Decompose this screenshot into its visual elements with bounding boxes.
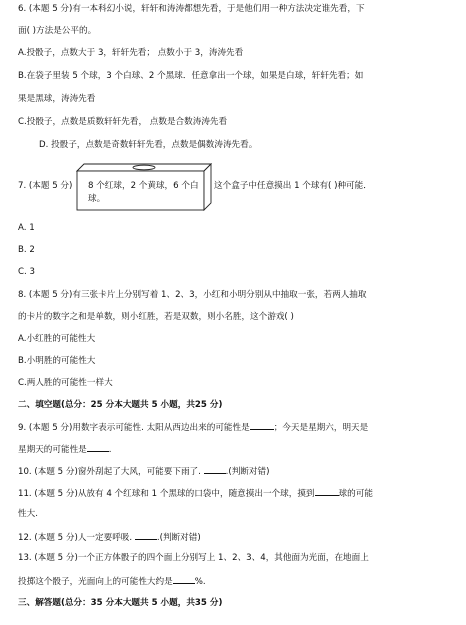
q13-blank[interactable] xyxy=(173,574,195,584)
q9-text-c: 星期天的可能性是 xyxy=(18,445,87,455)
q11-stem-line-1 xyxy=(18,486,373,500)
q11-text-b: 球的可能 xyxy=(338,489,373,499)
section-2-heading: 二、填空题(总分：25 分本大题共 5 小题，共25 分) xyxy=(18,400,223,410)
q6-option-b-line-1: B.在袋子里装 5 个球，3 个白球、2 个黑球．任意拿出一个球，如果是白球，轩轩先看；如 xyxy=(18,71,364,81)
q8-option-b: B.小明胜的可能性大 xyxy=(18,356,96,366)
q8-stem-line-2: 的卡片的数字之和是单数，则小红胜，若是双数，则小名胜，这个游戏( ) xyxy=(18,312,294,322)
q11-text-a: 11. (本题 5 分)从放有 4 个红球和 1 个黑球的口袋中，随意摸出一个球，摸到 xyxy=(18,489,315,499)
q6-stem-line-2: 面( )方法是公平的。 xyxy=(18,26,97,36)
q7-box-figure xyxy=(76,163,212,211)
q12-text-b: .(判断对错) xyxy=(156,533,201,543)
q6-stem-line-1: 6. (本题 5 分)有一本科幻小说，轩轩和涛涛都想先看，于是他们用一种方法决定谁先看，下 xyxy=(18,4,365,14)
q6-option-d: D. 投骰子，点数是奇数轩轩先看，点数是偶数涛涛先看。 xyxy=(39,140,258,150)
q12-text-a: 12. (本题 5 分)人一定要呼吸. xyxy=(18,533,133,543)
q9-stem-line-1 xyxy=(18,420,368,434)
q7-box-label: 8 个红球，2 个黄球，6 个白球。 xyxy=(88,181,199,204)
q9-text-a: 9. (本题 5 分)用数字表示可能性. 太阳从西边出来的可能性是 xyxy=(18,423,250,433)
box-slot-opening xyxy=(133,165,155,170)
section-3-heading: 三、解答题(总分：35 分本大题共 5 小题，共35 分) xyxy=(18,598,223,608)
q9-text-b: ；今天是星期六，明天是 xyxy=(273,423,369,433)
q13-text-b: %. xyxy=(194,577,206,587)
q11-blank[interactable] xyxy=(315,486,339,496)
q6-option-b-line-2: 果是黑球，涛涛先看 xyxy=(18,94,96,104)
q7-option-c: C. 3 xyxy=(18,267,35,277)
q9-text-d: . xyxy=(108,445,112,455)
q7-stem-prefix: 7. (本题 5 分) xyxy=(18,181,73,191)
q12-blank[interactable] xyxy=(135,530,157,540)
q11-stem-line-2: 性大. xyxy=(18,509,38,519)
q10-text-a: 10. (本题 5 分)窗外刮起了大风，可能要下雨了. xyxy=(18,467,201,477)
q13-stem-line-1: 13. (本题 5 分)一个正方体骰子的四个面上分别写上 1、2、3、4，其他面为光面，在地面上 xyxy=(18,553,369,563)
q7-option-b: B. 2 xyxy=(18,245,35,255)
q7-option-a: A. 1 xyxy=(18,223,35,233)
q10-text-b: .(判断对错) xyxy=(225,467,270,477)
q10-stem xyxy=(18,464,269,478)
q12-stem xyxy=(18,530,201,544)
q13-stem-line-2 xyxy=(18,574,206,588)
q9-blank-1[interactable] xyxy=(250,420,274,430)
q9-blank-2[interactable] xyxy=(87,442,109,452)
q10-blank[interactable] xyxy=(204,464,226,474)
q6-option-a: A.投骰子，点数大于 3，轩轩先看； 点数小于 3，涛涛先看 xyxy=(18,48,244,58)
q9-stem-line-2 xyxy=(18,442,112,456)
q6-option-c: C.投骰子，点数是质数轩轩先看， 点数是合数涛涛先看 xyxy=(18,117,228,127)
q8-option-c: C.两人胜的可能性一样大 xyxy=(18,378,113,388)
q7-stem-suffix: 这个盒子中任意摸出 1 个球有( )种可能． xyxy=(214,181,372,191)
q8-stem-line-1: 8. (本题 5 分)有三张卡片上分别写着 1、2、3，小红和小明分别从中抽取一张，若两人抽取 xyxy=(18,290,367,300)
q8-option-a: A.小红胜的可能性大 xyxy=(18,334,96,344)
q13-text-a: 投掷这个骰子，光面向上的可能性大约是 xyxy=(18,577,173,587)
